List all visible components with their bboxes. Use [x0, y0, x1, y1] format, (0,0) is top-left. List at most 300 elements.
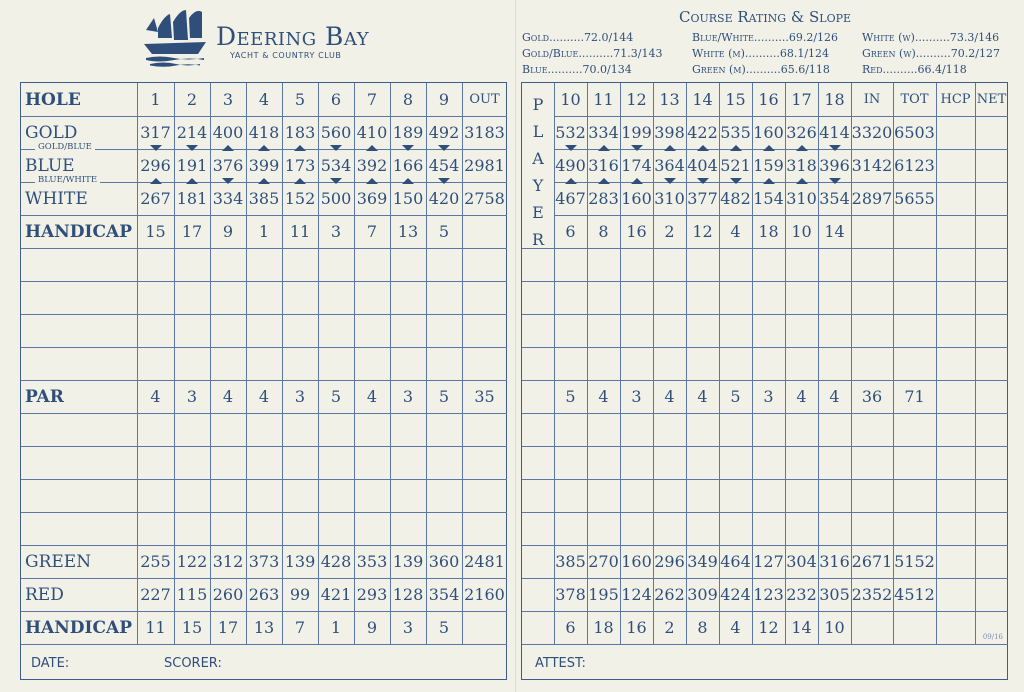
green-row-cell: 122 — [176, 552, 208, 571]
rating-leader: .......... — [915, 47, 951, 60]
blue-row-cell: 296 — [140, 156, 171, 175]
rating-value: 70.2/127 — [950, 47, 1000, 60]
grid-hline — [522, 248, 1008, 249]
red-row-cell: 2352 — [851, 585, 893, 604]
red-row-cell: 378 — [555, 585, 586, 604]
grid-hline — [21, 347, 507, 348]
gold-row-cell: 414 — [819, 123, 850, 142]
grid-hline — [21, 512, 507, 513]
grid-hline — [522, 281, 1008, 282]
hole-row-cell: 14 — [692, 90, 713, 109]
women-handicap-row-cell: 10 — [824, 618, 845, 637]
gold-row-cell: 492 — [428, 123, 460, 142]
green-row-cell: 5152 — [894, 552, 935, 571]
grid-hline — [522, 347, 1008, 348]
par-row-cell: 4 — [697, 387, 708, 406]
men-handicap-row-cell: 5 — [438, 222, 450, 241]
grid-hline — [522, 314, 1008, 315]
men-handicap-row-cell: 16 — [626, 222, 647, 241]
blue-row-cell: 3142 — [851, 156, 893, 175]
rating-value: 70.0/134 — [582, 63, 632, 76]
gold-row-cell: 535 — [720, 123, 751, 142]
scorer-field-label: SCORER: — [164, 656, 222, 671]
gold-row-label: GOLD — [25, 122, 78, 143]
par-row-cell: 4 — [258, 387, 270, 406]
hole-row-cell: 10 — [560, 90, 581, 109]
men-handicap-row-cell: 10 — [791, 222, 812, 241]
par-row-cell: 5 — [730, 387, 741, 406]
rating-leader: .......... — [745, 63, 781, 76]
women-handicap-row-cell: 3 — [402, 618, 414, 637]
gold-blue-marker-icon — [150, 145, 162, 151]
card-fold — [515, 0, 516, 692]
hole-row-cell: HCP — [940, 92, 971, 107]
women-handicap-row-cell: 11 — [145, 618, 166, 637]
par-row-cell: 4 — [829, 387, 840, 406]
rating-entry — [862, 31, 999, 44]
card-version: 09/16 — [982, 633, 1003, 641]
green-row-cell — [975, 545, 1008, 578]
red-row-cell: 227 — [140, 585, 171, 604]
women-handicap-row-cell: 14 — [791, 618, 812, 637]
par-row-cell: 36 — [861, 387, 883, 406]
women-handicap-row-cell: 8 — [697, 618, 708, 637]
blue-row-cell: 534 — [320, 156, 352, 175]
green-row-cell — [936, 545, 975, 578]
player-letter: R — [531, 230, 545, 249]
blue-white-marker-icon — [438, 178, 450, 184]
hole-row-cell: 3 — [222, 90, 234, 109]
men-handicap-row-cell — [851, 215, 893, 248]
gold-row-cell: 326 — [786, 123, 817, 142]
par-row-cell: 35 — [474, 387, 495, 406]
grid-hline — [21, 446, 507, 447]
blue-row-cell: 318 — [786, 156, 817, 175]
blue-row-cell: 521 — [720, 156, 751, 175]
rating-entry — [692, 63, 830, 76]
gold-blue-marker-icon — [631, 145, 643, 151]
gold-blue-marker-icon — [763, 145, 775, 151]
rating-label: Green (m) — [692, 63, 746, 76]
women-handicap-row-cell: 15 — [181, 618, 203, 637]
white-row-cell: 283 — [588, 189, 619, 208]
hole-row-cell: 8 — [402, 90, 414, 109]
women-handicap-row-cell: 13 — [253, 618, 275, 637]
men-handicap-row-cell: 17 — [181, 222, 203, 241]
red-row-cell — [936, 578, 975, 611]
men-handicap-row-cell: 8 — [598, 222, 609, 241]
blue-white-combo-label: BLUE/WHITE — [35, 175, 100, 185]
hole-row-cell: NET — [976, 92, 1007, 107]
women-handicap-row-cell: 6 — [565, 618, 576, 637]
women-handicap-row-cell — [893, 611, 936, 644]
white-row-cell: 5655 — [894, 189, 935, 208]
player-letter: Y — [532, 176, 544, 195]
red-row-cell: 260 — [212, 585, 244, 604]
white-row-cell: 369 — [356, 189, 388, 208]
gold-blue-marker-icon — [402, 145, 414, 151]
blue-white-marker-icon — [829, 178, 841, 184]
rating-entry — [692, 47, 829, 60]
green-row-cell: 139 — [284, 552, 316, 571]
rating-label: White (w) — [862, 31, 915, 44]
green-row-cell: 360 — [428, 552, 460, 571]
men-handicap-row-cell: 13 — [397, 222, 419, 241]
gold-blue-combo-label: GOLD/BLUE — [35, 142, 95, 152]
men-handicap-row-cell: 3 — [330, 222, 342, 241]
white-row-cell: 181 — [176, 189, 208, 208]
par-row-cell: 3 — [631, 387, 642, 406]
gold-row-cell: 214 — [176, 123, 208, 142]
gold-row-cell: 183 — [284, 123, 316, 142]
green-row-cell: 464 — [720, 552, 751, 571]
gold-row-cell: 410 — [356, 123, 388, 142]
blue-white-marker-icon — [186, 178, 198, 184]
par-row-cell: 3 — [294, 387, 306, 406]
gold-row-cell — [975, 116, 1008, 149]
rating-label: Blue/White — [692, 31, 754, 44]
women-handicap-row-cell — [936, 611, 975, 644]
green-row-cell: 312 — [212, 552, 244, 571]
women-handicap-row-cell — [851, 611, 893, 644]
par-row-cell — [936, 380, 975, 413]
blue-white-marker-icon — [294, 178, 306, 184]
gold-blue-marker-icon — [294, 145, 306, 151]
gold-row-cell: 560 — [320, 123, 352, 142]
hole-row-cell: 16 — [758, 90, 779, 109]
red-row-cell — [975, 578, 1008, 611]
white-row-cell: 500 — [320, 189, 352, 208]
white-row-cell: 310 — [786, 189, 817, 208]
men-handicap-row-cell: 4 — [730, 222, 741, 241]
blue-row-cell: 174 — [621, 156, 652, 175]
grid-hline — [522, 644, 1008, 645]
blue-row-cell: 364 — [654, 156, 685, 175]
white-row-cell — [975, 182, 1008, 215]
course-rating-title: Course Rating & Slope — [678, 8, 852, 26]
men-handicap-row-cell — [462, 215, 507, 248]
men-handicap-row-cell: 9 — [222, 222, 234, 241]
red-row-cell: 354 — [428, 585, 460, 604]
rating-value: 66.4/118 — [917, 63, 967, 76]
rating-leader: .......... — [549, 31, 585, 44]
par-row-cell: 3 — [763, 387, 774, 406]
men-handicap-row-cell: 12 — [692, 222, 713, 241]
men-handicap-row-cell: 2 — [664, 222, 675, 241]
date-field-label: DATE: — [31, 656, 70, 671]
blue-row-cell: 396 — [819, 156, 850, 175]
sailing-ship-icon — [140, 8, 210, 70]
rating-leader: .......... — [744, 47, 780, 60]
club-logo — [140, 8, 380, 74]
hole-row-cell: 6 — [330, 90, 342, 109]
grid-hline — [21, 248, 507, 249]
blue-row-cell: 191 — [176, 156, 208, 175]
gold-row-cell — [936, 116, 975, 149]
player-letter: P — [532, 95, 544, 114]
men-handicap-row-cell: 6 — [565, 222, 576, 241]
gold-blue-marker-icon — [186, 145, 198, 151]
red-row-cell: 305 — [819, 585, 850, 604]
par-row-cell: 4 — [796, 387, 807, 406]
rating-leader: .......... — [882, 63, 918, 76]
blue-white-marker-icon — [730, 178, 742, 184]
par-row-cell: 5 — [330, 387, 342, 406]
rating-value: 72.0/144 — [584, 31, 634, 44]
blue-white-marker-icon — [150, 178, 162, 184]
red-row-cell: 124 — [621, 585, 652, 604]
par-row-cell: 71 — [904, 387, 925, 406]
men-handicap-row-cell: 14 — [824, 222, 845, 241]
white-row-cell: 154 — [753, 189, 784, 208]
gold-row-cell: 3320 — [851, 123, 893, 142]
green-row-cell: 127 — [753, 552, 784, 571]
blue-row-label: BLUE — [25, 155, 75, 176]
blue-row-cell: 159 — [753, 156, 784, 175]
grid-hline — [21, 479, 507, 480]
player-letter: L — [532, 122, 544, 141]
grid-hline — [21, 314, 507, 315]
women-handicap-row-label: HANDICAP — [25, 617, 132, 638]
hole-row-cell: 5 — [294, 90, 306, 109]
gold-blue-marker-icon — [796, 145, 808, 151]
women-handicap-row-cell — [462, 611, 507, 644]
white-row-cell: 310 — [654, 189, 685, 208]
green-row-cell: 160 — [621, 552, 652, 571]
green-row-cell: 304 — [786, 552, 817, 571]
blue-white-marker-icon — [222, 178, 234, 184]
gold-row-cell: 334 — [588, 123, 619, 142]
blue-row-cell: 454 — [428, 156, 460, 175]
women-handicap-row-cell: 7 — [294, 618, 306, 637]
gold-row-cell: 418 — [248, 123, 280, 142]
gold-row-cell: 6503 — [894, 123, 935, 142]
hole-row-cell: TOT — [900, 92, 929, 107]
men-handicap-row-cell: 7 — [366, 222, 378, 241]
rating-entry — [522, 47, 663, 60]
women-handicap-row-cell: 18 — [593, 618, 614, 637]
women-handicap-row-cell: 17 — [217, 618, 239, 637]
men-handicap-row-label: HANDICAP — [25, 221, 132, 242]
blue-white-marker-icon — [258, 178, 270, 184]
red-row-cell: 123 — [753, 585, 784, 604]
red-row-cell: 99 — [289, 585, 311, 604]
back-nine-card — [521, 82, 1008, 680]
attest-field-label: ATTEST: — [535, 656, 586, 671]
red-row-cell: 195 — [588, 585, 619, 604]
rating-leader: .......... — [547, 63, 583, 76]
blue-white-marker-icon — [763, 178, 775, 184]
front-nine-card — [20, 82, 507, 680]
club-name: Deering Bay — [216, 22, 370, 51]
grid-hline — [21, 281, 507, 282]
rating-label: Gold — [522, 31, 550, 44]
red-row-cell: 263 — [248, 585, 280, 604]
gold-row-cell: 532 — [555, 123, 586, 142]
rating-label: Blue — [522, 63, 548, 76]
green-row-cell: 139 — [392, 552, 424, 571]
gold-blue-marker-icon — [664, 145, 676, 151]
hole-row-cell: 17 — [791, 90, 812, 109]
blue-row-cell — [975, 149, 1008, 182]
green-row-label: GREEN — [25, 551, 92, 572]
red-row-cell: 262 — [654, 585, 685, 604]
white-row-cell: 152 — [284, 189, 316, 208]
rating-leader: .......... — [578, 47, 614, 60]
white-row-cell: 482 — [720, 189, 751, 208]
blue-white-marker-icon — [664, 178, 676, 184]
par-row-cell: 4 — [664, 387, 675, 406]
women-handicap-row-cell: 1 — [330, 618, 342, 637]
rating-value: 65.6/118 — [780, 63, 830, 76]
gold-blue-marker-icon — [330, 145, 342, 151]
red-row-cell: 421 — [320, 585, 352, 604]
par-row-cell: 3 — [402, 387, 414, 406]
red-row-cell: 309 — [687, 585, 718, 604]
red-row-cell: 293 — [356, 585, 388, 604]
white-row-cell: 160 — [621, 189, 652, 208]
grid-hline — [21, 413, 507, 414]
green-row-cell: 270 — [588, 552, 619, 571]
blue-row-cell: 6123 — [894, 156, 935, 175]
blue-row-cell: 166 — [392, 156, 424, 175]
red-row-label: RED — [25, 584, 64, 605]
white-row-cell: 267 — [140, 189, 171, 208]
blue-row-cell: 376 — [212, 156, 244, 175]
player-column-label — [531, 91, 545, 253]
rating-entry — [692, 31, 838, 44]
gold-blue-marker-icon — [222, 145, 234, 151]
blue-row-cell: 399 — [248, 156, 280, 175]
women-handicap-row-cell: 5 — [438, 618, 450, 637]
hole-row-cell: OUT — [469, 92, 500, 107]
red-row-cell: 115 — [176, 585, 208, 604]
rating-entry — [862, 63, 967, 76]
rating-label: Green (w) — [862, 47, 916, 60]
club-subtitle: YACHT & COUNTRY CLUB — [230, 51, 342, 60]
gold-row-cell: 199 — [621, 123, 652, 142]
blue-white-marker-icon — [796, 178, 808, 184]
white-row-cell: 354 — [819, 189, 850, 208]
hole-row-cell: 9 — [438, 90, 450, 109]
gold-blue-marker-icon — [697, 145, 709, 151]
par-row-cell: 4 — [150, 387, 161, 406]
white-row-cell: 334 — [212, 189, 244, 208]
women-handicap-row-cell: 12 — [758, 618, 779, 637]
men-handicap-row-cell — [975, 215, 1008, 248]
blue-white-marker-icon — [565, 178, 577, 184]
hole-row-cell: 15 — [725, 90, 746, 109]
red-row-cell: 128 — [392, 585, 424, 604]
par-row-cell: 4 — [598, 387, 609, 406]
rating-value: 73.3/146 — [949, 31, 1000, 44]
blue-row-cell: 490 — [555, 156, 586, 175]
hole-row-cell: 7 — [366, 90, 378, 109]
rating-leader: .......... — [914, 31, 950, 44]
women-handicap-row-cell: 16 — [626, 618, 647, 637]
hole-row-cell: 18 — [824, 90, 845, 109]
par-row-cell: 5 — [565, 387, 576, 406]
blue-white-marker-icon — [366, 178, 378, 184]
par-row-cell — [975, 380, 1008, 413]
green-row-cell: 349 — [687, 552, 718, 571]
green-row-cell: 2481 — [464, 552, 505, 571]
hole-row-cell: 11 — [593, 90, 614, 109]
player-letter: E — [532, 203, 544, 222]
rating-entry — [522, 31, 633, 44]
green-row-cell: 373 — [248, 552, 280, 571]
red-row-cell: 424 — [720, 585, 751, 604]
hole-row-cell: 13 — [659, 90, 680, 109]
men-handicap-row-cell: 1 — [258, 222, 270, 241]
grid-hline — [522, 413, 1008, 414]
rating-value: 69.2/126 — [788, 31, 839, 44]
par-row-cell: 3 — [186, 387, 198, 406]
green-row-cell: 353 — [356, 552, 388, 571]
blue-white-marker-icon — [631, 178, 643, 184]
green-row-cell: 2671 — [851, 552, 893, 571]
hole-row-label: HOLE — [25, 89, 81, 110]
grid-hline — [21, 644, 507, 645]
white-row-label: WHITE — [25, 188, 88, 209]
rating-label: White (m) — [692, 47, 745, 60]
women-handicap-row-cell: 4 — [730, 618, 741, 637]
par-row-cell: 4 — [222, 387, 234, 406]
rating-value: 71.3/143 — [613, 47, 663, 60]
white-row-cell: 377 — [687, 189, 718, 208]
gold-blue-marker-icon — [438, 145, 450, 151]
green-row-cell: 428 — [320, 552, 352, 571]
blue-row-cell: 173 — [284, 156, 316, 175]
blue-row-cell: 2981 — [464, 156, 505, 175]
player-letter: A — [532, 149, 544, 168]
women-handicap-row-cell: 2 — [664, 618, 675, 637]
rating-value: 68.1/124 — [779, 47, 830, 60]
gold-blue-marker-icon — [258, 145, 270, 151]
grid-hline — [522, 479, 1008, 480]
rating-leader: .......... — [753, 31, 789, 44]
blue-row-cell: 404 — [687, 156, 718, 175]
white-row-cell: 467 — [555, 189, 586, 208]
par-row-cell: 5 — [438, 387, 450, 406]
red-row-cell: 2160 — [464, 585, 505, 604]
gold-blue-marker-icon — [829, 145, 841, 151]
rating-entry — [862, 47, 1000, 60]
gold-blue-marker-icon — [366, 145, 378, 151]
gold-row-cell: 317 — [140, 123, 171, 142]
red-row-cell: 4512 — [894, 585, 935, 604]
gold-row-cell: 398 — [654, 123, 685, 142]
blue-white-marker-icon — [402, 178, 414, 184]
par-row-cell: 4 — [366, 387, 378, 406]
blue-row-cell: 392 — [356, 156, 388, 175]
men-handicap-row-cell: 11 — [289, 222, 311, 241]
white-row-cell: 150 — [392, 189, 424, 208]
hole-row-cell: IN — [863, 92, 881, 107]
green-row-cell: 385 — [555, 552, 586, 571]
par-row-label: PAR — [25, 386, 64, 407]
blue-white-marker-icon — [697, 178, 709, 184]
white-row-cell: 385 — [248, 189, 280, 208]
gold-row-cell: 422 — [687, 123, 718, 142]
rating-label: Red — [862, 63, 883, 76]
blue-white-marker-icon — [598, 178, 610, 184]
gold-blue-marker-icon — [730, 145, 742, 151]
men-handicap-row-cell — [936, 215, 975, 248]
men-handicap-row-cell: 18 — [758, 222, 779, 241]
gold-row-cell: 189 — [392, 123, 424, 142]
gold-row-cell: 400 — [212, 123, 244, 142]
